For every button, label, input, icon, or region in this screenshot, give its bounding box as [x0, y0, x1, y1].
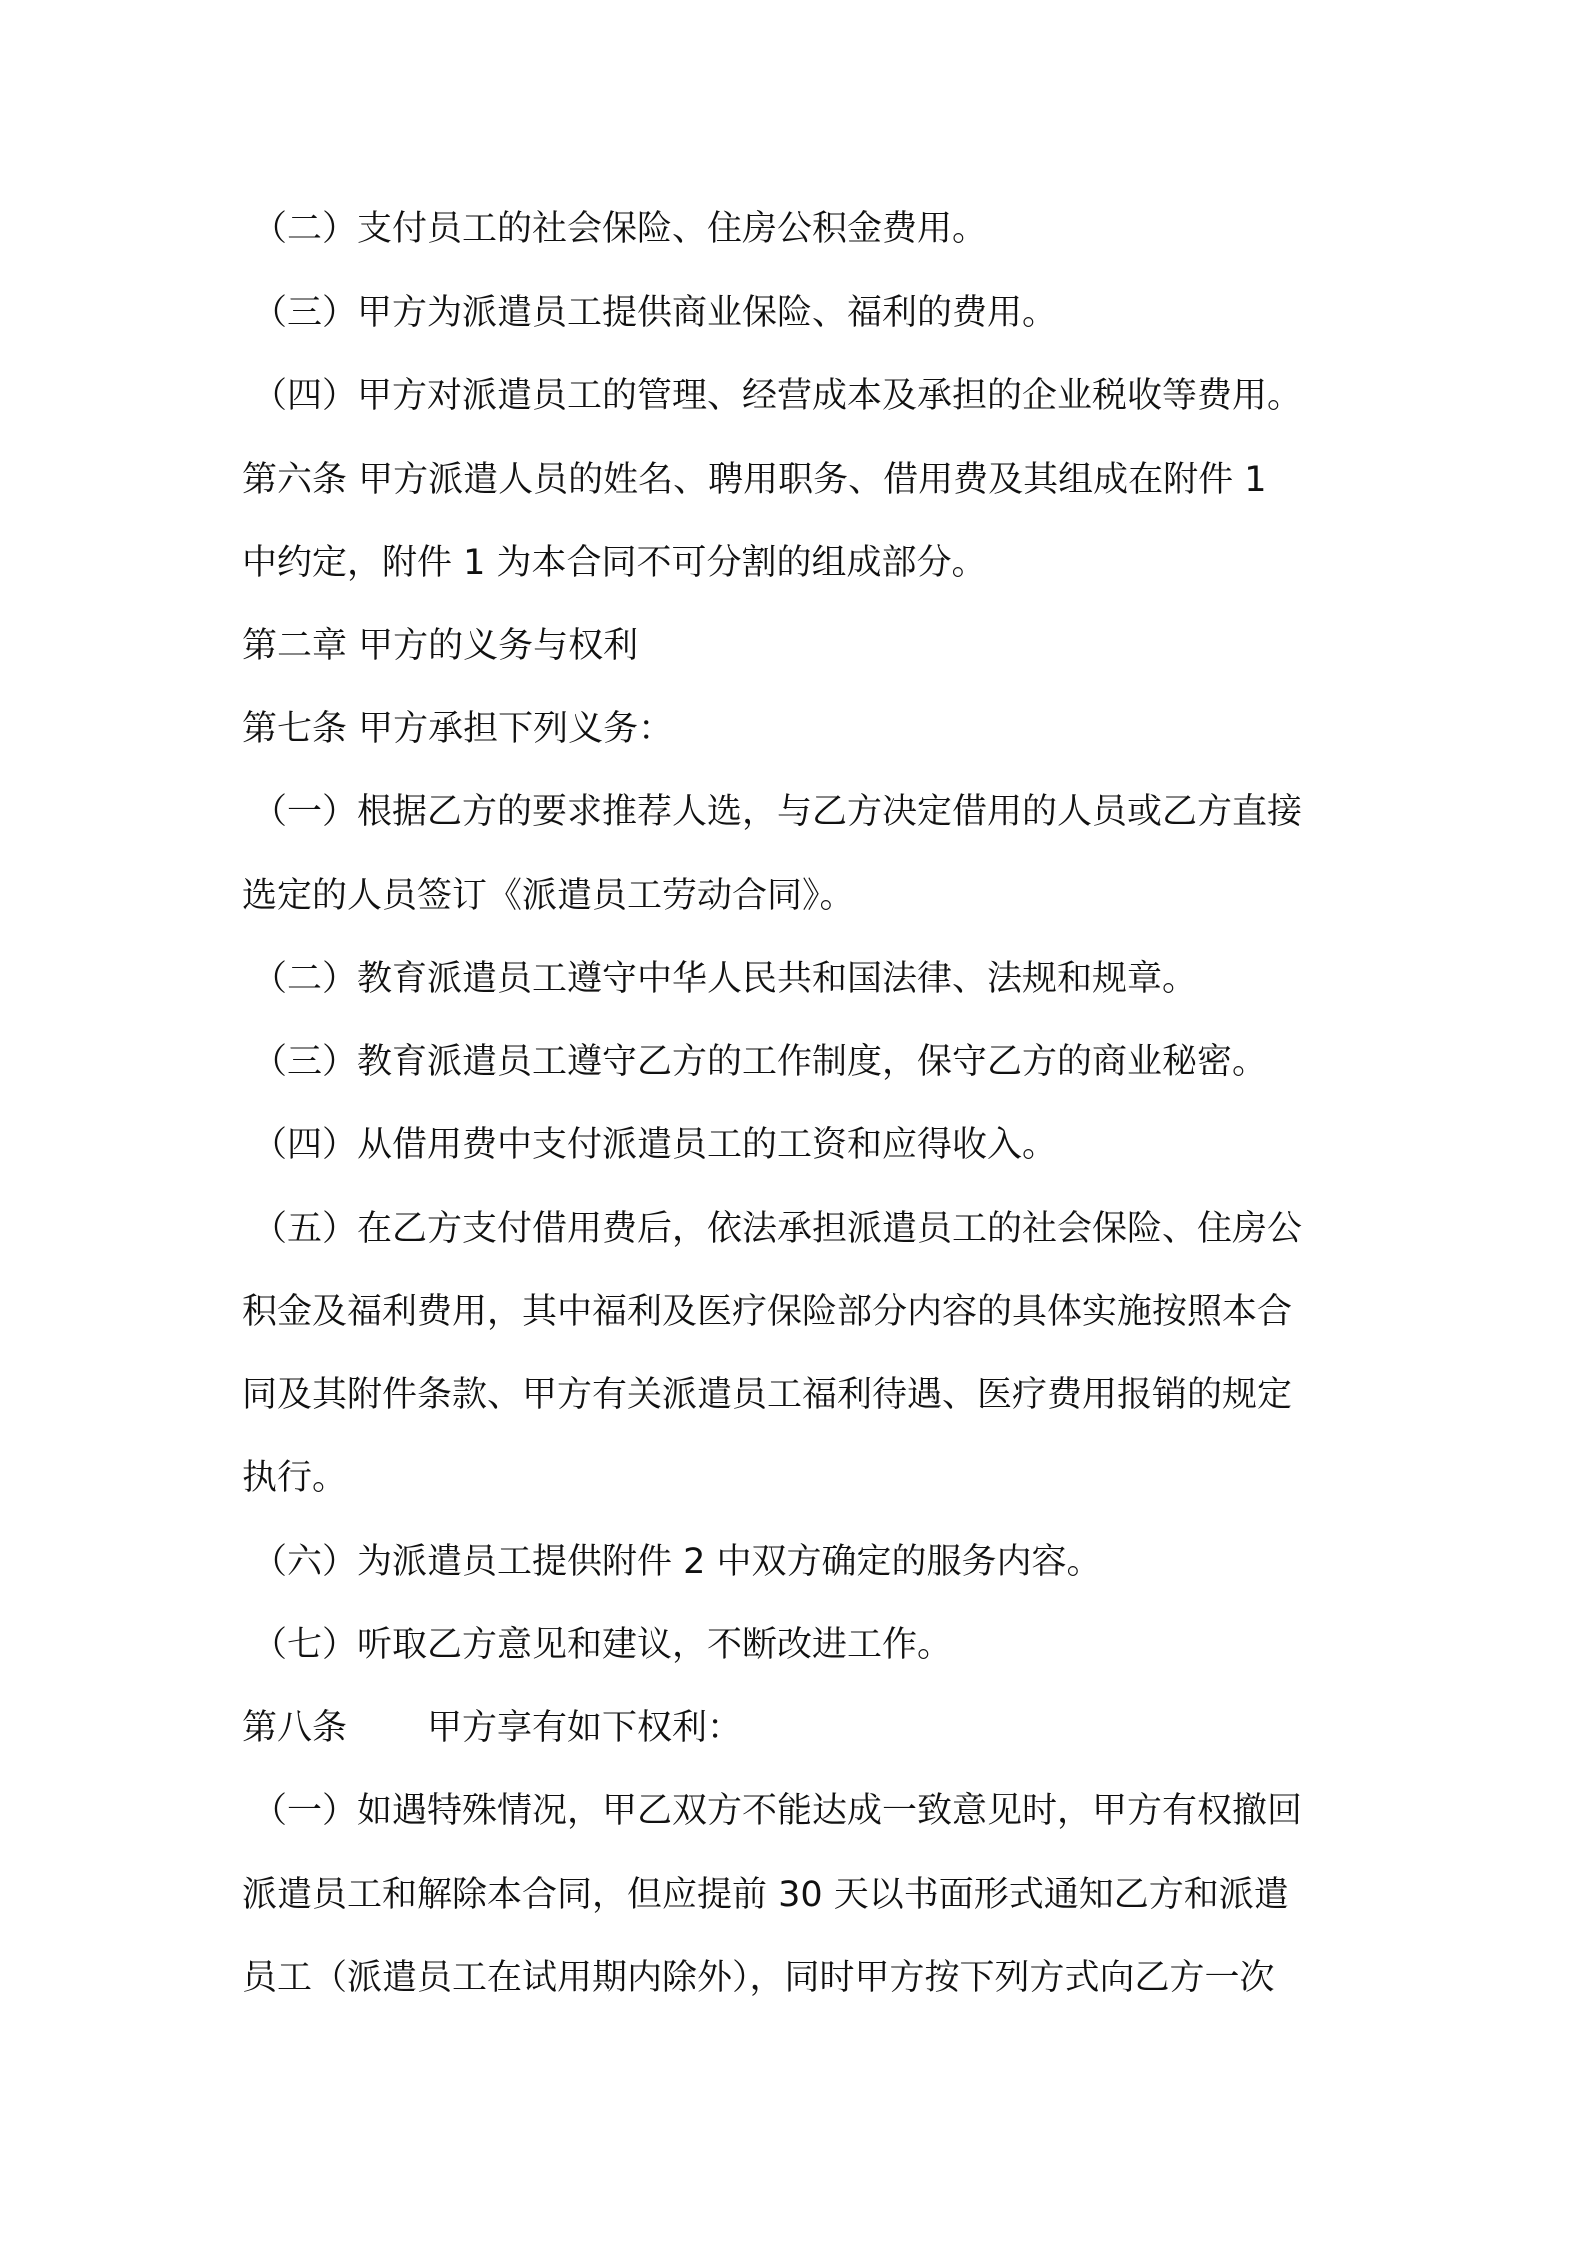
article-8-item-1-line-3: 员工（派遣员工在试用期内除外），同时甲方按下列方式向乙方一次 — [242, 1958, 1275, 1998]
article-6-line-2: 中约定，附件 1 为本合同不可分割的组成部分。 — [242, 543, 987, 583]
clause-4-4-line: （四）甲方对派遣员工的管理、经营成本及承担的企业税收等费用。 — [252, 376, 1303, 416]
article-7-heading: 第七条 甲方承担下列义务： — [242, 709, 674, 749]
article-7-item-6: （六）为派遣员工提供附件 2 中双方确定的服务内容。 — [252, 1542, 1102, 1582]
article-8-number: 第八条 — [242, 1708, 348, 1748]
article-7-item-5-line-2: 积金及福利费用，其中福利及医疗保险部分内容的具体实施按照本合 — [242, 1292, 1293, 1332]
article-7-item-1-line-1: （一）根据乙方的要求推荐人选，与乙方决定借用的人员或乙方直接 — [252, 792, 1303, 832]
clause-4-2-line: （二）支付员工的社会保险、住房公积金费用。 — [252, 209, 988, 249]
clause-4-3-line: （三）甲方为派遣员工提供商业保险、福利的费用。 — [252, 293, 1058, 333]
article-7-item-5-line-4: 执行。 — [242, 1458, 348, 1498]
article-7-item-3: （三）教育派遣员工遵守乙方的工作制度，保守乙方的商业秘密。 — [252, 1042, 1268, 1082]
article-8-heading — [242, 1706, 1362, 1750]
article-8-title: 甲方享有如下权利： — [427, 1708, 743, 1748]
article-7-item-1-line-2: 选定的人员签订《派遣员工劳动合同》。 — [242, 876, 855, 916]
article-8-item-1-line-1: （一）如遇特殊情况，甲乙双方不能达成一致意见时，甲方有权撤回 — [252, 1791, 1303, 1831]
article-8-item-1-line-2: 派遣员工和解除本合同，但应提前 30 天以书面形式通知乙方和派遣 — [242, 1875, 1289, 1915]
article-7-item-2: （二）教育派遣员工遵守中华人民共和国法律、法规和规章。 — [252, 959, 1198, 999]
article-7-item-4: （四）从借用费中支付派遣员工的工资和应得收入。 — [252, 1125, 1058, 1165]
article-7-item-7: （七）听取乙方意见和建议，不断改进工作。 — [252, 1625, 953, 1665]
chapter-2-heading: 第二章 甲方的义务与权利 — [242, 626, 639, 666]
article-7-item-5-line-1: （五）在乙方支付借用费后，依法承担派遣员工的社会保险、住房公 — [252, 1209, 1303, 1249]
article-7-item-5-line-3: 同及其附件条款、甲方有关派遣员工福利待遇、医疗费用报销的规定 — [242, 1375, 1293, 1415]
article-6-line-1: 第六条 甲方派遣人员的姓名、聘用职务、借用费及其组成在附件 1 — [242, 460, 1267, 500]
